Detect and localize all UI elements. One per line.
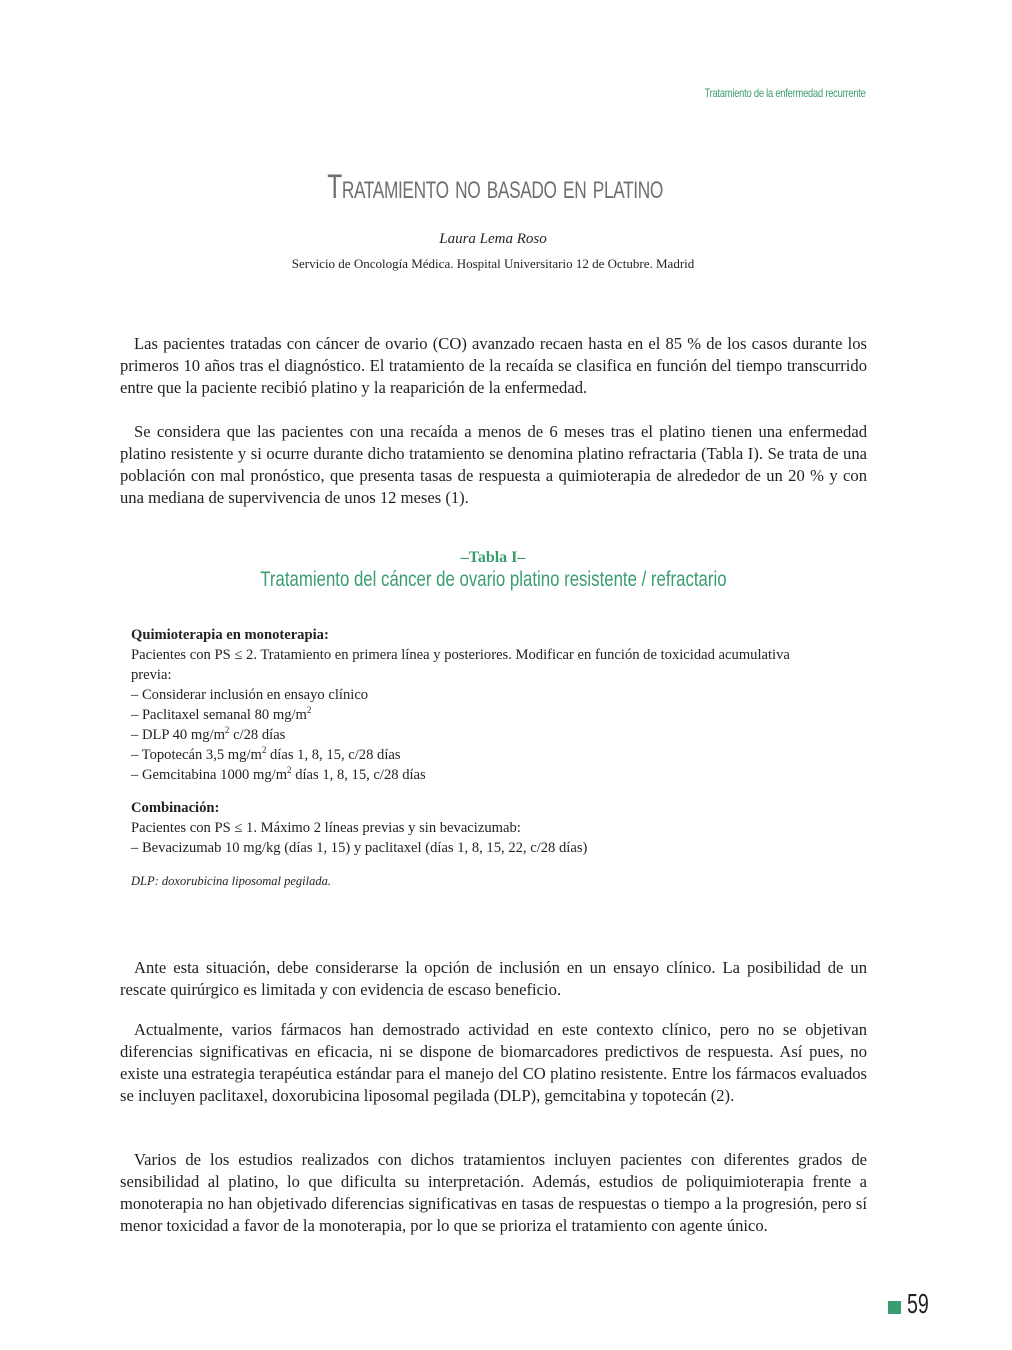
list-item: – Considerar inclusión en ensayo clínico [131,687,369,703]
table-label: –Tabla I– [460,549,526,566]
list-item: – Bevacizumab 10 mg/kg (días 1, 15) y paclitaxel (días 1, 8, 15, 22, c/28 días) [131,840,588,856]
table-section-combination [131,798,831,858]
affiliation: Servicio de Oncología Médica. Hospital Universitario 12 de Octubre. Madrid [291,256,695,271]
body-paragraph: Actualmente, varios fármacos han demostrado actividad en este contexto clínico, pero no se objetivan diferencias significativas en eficacia, ni se dispone de biomarcadores predictivos de respuesta. Así pues, no existe una estrategia terapéutica estándar para el manejo del CO platino resistente. Entre los fármacos evaluados se incluyen paclitaxel, doxorubicina liposomal pegilada (DLP), gemcitabina y topotecán (2). [120,1020,867,1105]
table-footnote: DLP: doxorubicina liposomal pegilada. [131,874,331,888]
running-head: Tratamiento de la enfermedad recurrente [704,86,866,100]
square-marker-icon [888,1301,901,1314]
list-item: – Topotecán 3,5 $mg/m^2$ días 1, 8, 15, c/28 días [131,745,401,763]
body-paragraph: Las pacientes tratadas con cáncer de ovario (CO) avanzado recaen hasta en el 85 % de los casos durante los primeros 10 años tras el diagnóstico. El tratamiento de la recaída se clasifica en función del tiempo transcurrido entre que la paciente recibió platino y la reaparición de la enfermedad. [120,334,867,397]
list-item: – DLP 40 $mg/m^2$ c/28 días [131,725,286,743]
list-item: – Gemcitabina 1000 $mg/m^2$ días 1, 8, 15, c/28 días [131,765,426,783]
section-intro: Pacientes con PS ≤ 2. Tratamiento en primera línea y posteriores. Modificar en función de toxicidad acumulativa previa: [131,647,790,683]
table-section-monotherapy [131,625,831,785]
chapter-title-text: Tratamiento no basado en platino [327,168,663,206]
table-title-text: Tratamiento del cáncer de ovario platino resistente / refractario [259,568,727,591]
body-paragraph: Ante esta situación, debe considerarse la opción de inclusión en un ensayo clínico. La posibilidad de un rescate quirúrgico es limitada y con evidencia de escaso beneficio. [120,958,867,999]
page-number [888,1288,938,1320]
chapter-title [0,168,990,207]
list-item: – Paclitaxel semanal 80 $mg/m^2$ [131,705,312,723]
page-number-text: 59 [907,1288,929,1319]
body-paragraph: Se considera que las pacientes con una recaída a menos de 6 meses tras el platino tienen una enfermedad platino resistente y si ocurre durante dicho tratamiento se denomina platino refractaria (Tabla I). Se trata de una población con mal pronóstico, que presenta tasas de respuesta a quimioterapia de alrededor de un 20 % y con una mediana de supervivencia de unos 12 meses (1). [120,422,867,507]
section-heading: Quimioterapia en monoterapia: [131,627,329,643]
author: Laura Lema Roso [439,231,547,247]
body-paragraph: Varios de los estudios realizados con dichos tratamientos incluyen pacientes con diferentes grados de sensibilidad al platino, lo que dificulta su interpretación. Además, estudios de poliquimioterapia frente a monoterapia no han objetivado diferencias significativas en tasas de respuestas o tiempo a la progresión, pero sí menor toxicidad a favor de la monoterapia, por lo que se prioriza el tratamiento con agente único. [120,1150,867,1235]
section-intro: Pacientes con PS ≤ 1. Máximo 2 líneas previas y sin bevacizumab: [131,820,521,836]
section-heading: Combinación: [131,800,220,816]
table-title [0,568,986,592]
